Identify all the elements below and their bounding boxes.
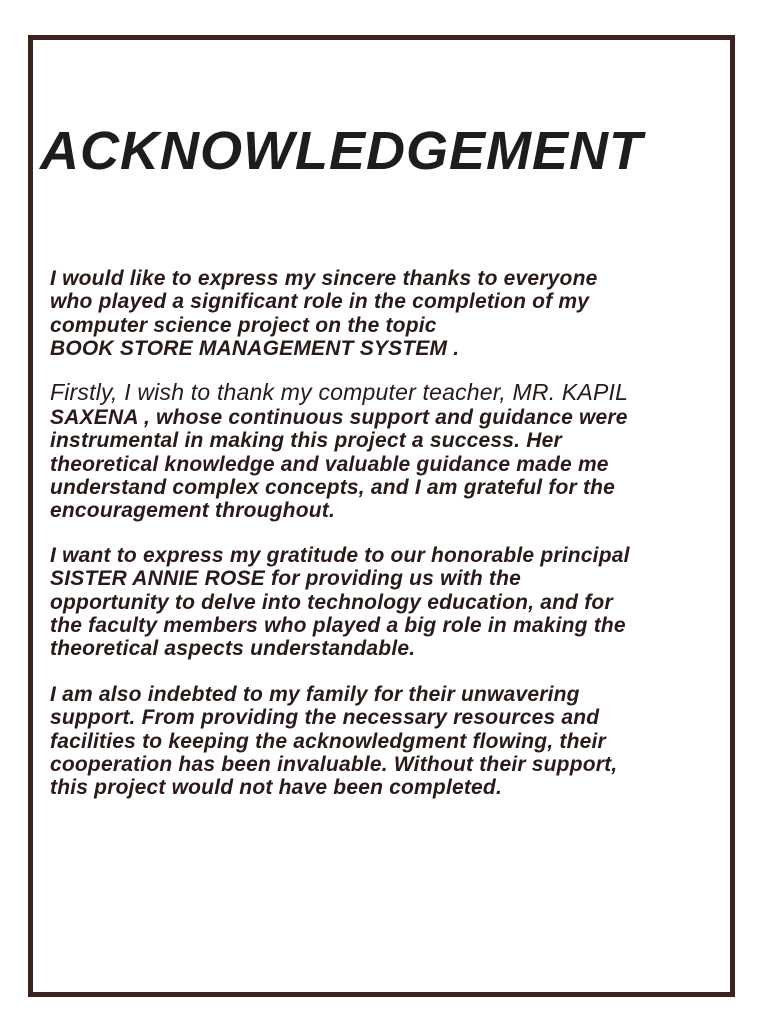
text-line: SAXENA , whose continuous support and guidance were [50, 406, 628, 429]
paragraph-family [50, 683, 617, 799]
text-line: instrumental in making this project a success. Her [50, 429, 562, 453]
text-line: SISTER ANNIE ROSE for providing us with the [50, 567, 522, 591]
text-line: Firstly, I wish to thank my computer teacher, MR. KAPIL [50, 379, 629, 405]
text-line: I want to express my gratitude to our honorable principal [50, 544, 630, 567]
project-title-line: BOOK STORE MANAGEMENT SYSTEM . [50, 336, 460, 360]
text-line: I am also indebted to my family for their unwavering [50, 683, 580, 706]
text-line: facilities to keeping the acknowledgment flowing, their [50, 729, 606, 753]
page-title: ACKNOWLEDGEMENT [40, 121, 643, 181]
text-line: opportunity to delve into technology education, and for [50, 590, 613, 614]
text-line: theoretical knowledge and valuable guidance made me [50, 452, 609, 476]
text-line: I would like to express my sincere thanks to everyone [50, 267, 598, 290]
paragraph-principal [50, 544, 630, 660]
text-line: computer science project on the topic [50, 313, 437, 337]
paragraph-intro [50, 267, 597, 360]
text-line: this project would not have been completed. [50, 776, 502, 800]
text-line: the faculty members who played a big role in making the [50, 613, 626, 637]
text-line: understand complex concepts, and I am grateful for the [50, 475, 616, 499]
text-line: support. From providing the necessary resources and [50, 706, 600, 730]
text-line: cooperation has been invaluable. Without their support, [50, 752, 618, 776]
text-line: who played a significant role in the completion of my [50, 290, 590, 314]
paragraph-teacher [50, 378, 628, 522]
text-line: encouragement throughout. [50, 499, 335, 523]
text-line: theoretical aspects understandable. [50, 637, 416, 661]
